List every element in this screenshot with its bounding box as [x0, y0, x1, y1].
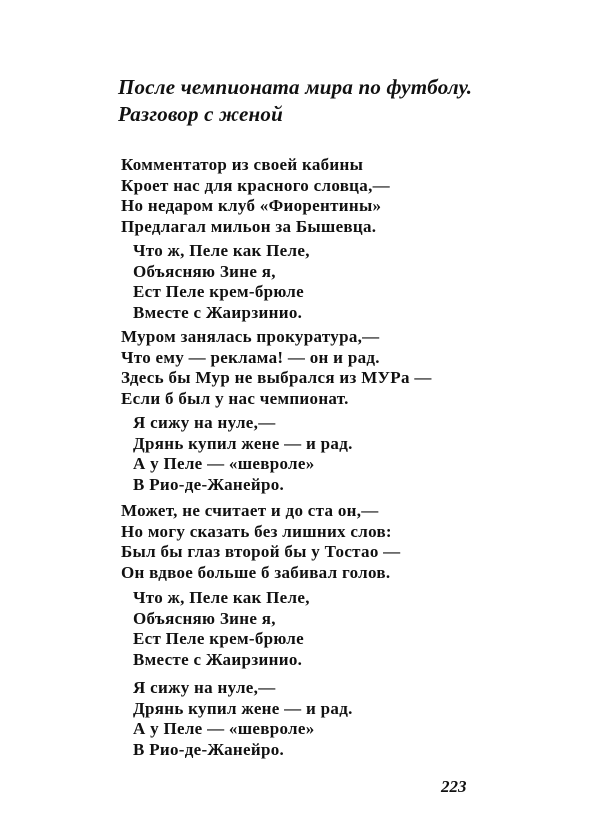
verse-line: Что ж, Пеле как Пеле, — [133, 241, 310, 260]
verse-line: Кроет нас для красного словца,— — [121, 175, 390, 195]
page-number: 223 — [441, 777, 467, 796]
verse-line: Предлагал мильон за Бышевца. — [121, 216, 377, 236]
verse-line: Я сижу на нуле,— — [133, 678, 276, 697]
verse-line: Объясняю Зине я, — [133, 261, 276, 281]
verse-line: Дрянь купил жене — и рад. — [133, 698, 353, 718]
verse-line: Что ему — реклама! — он и рад. — [121, 347, 380, 367]
verse-line: Он вдвое больше б забивал голов. — [121, 562, 391, 582]
verse-line: Но недаром клуб «Фиорентины» — [121, 196, 382, 215]
verse-line: Что ж, Пеле как Пеле, — [133, 588, 310, 607]
stanza-5 — [121, 501, 400, 583]
verse-line: Ест Пеле крем-брюле — [133, 629, 304, 648]
verse-line: В Рио-де-Жанейро. — [133, 474, 285, 494]
verse-line: В Рио-де-Жанейро. — [133, 739, 285, 759]
verse-line: Может, не считает и до ста он,— — [121, 501, 379, 520]
verse-line: Муром занялась прокуратура,— — [121, 327, 380, 346]
title-line-2: Разговор с женой — [118, 102, 283, 126]
stanza-4-chorus — [133, 413, 353, 495]
verse-line: Но могу сказать без лишних слов: — [121, 521, 392, 541]
verse-line: Я сижу на нуле,— — [133, 413, 276, 432]
verse-line: Вместе с Жаирзинио. — [133, 649, 303, 669]
stanza-2-refrain — [133, 241, 310, 323]
verse-line: Здесь бы Мур не выбрался из МУРа — — [121, 368, 432, 387]
verse-line: Дрянь купил жене — и рад. — [133, 433, 353, 453]
stanza-1 — [121, 155, 390, 237]
title-line-1: После чемпионата мира по футболу. — [118, 75, 473, 99]
verse-line: А у Пеле — «шевроле» — [133, 719, 315, 738]
stanza-3 — [121, 327, 432, 409]
verse-line: Если б был у нас чемпионат. — [121, 388, 349, 408]
verse-line: Ест Пеле крем-брюле — [133, 282, 304, 301]
verse-line: Комментатор из своей кабины — [121, 155, 364, 174]
verse-line: А у Пеле — «шевроле» — [133, 454, 315, 473]
verse-line: Вместе с Жаирзинио. — [133, 302, 303, 322]
stanza-7-chorus — [133, 678, 353, 760]
poem-title — [118, 74, 472, 128]
verse-line: Был бы глаз второй бы у Тостао — — [121, 542, 401, 561]
stanza-6-refrain — [133, 588, 310, 670]
verse-line: Объясняю Зине я, — [133, 608, 276, 628]
